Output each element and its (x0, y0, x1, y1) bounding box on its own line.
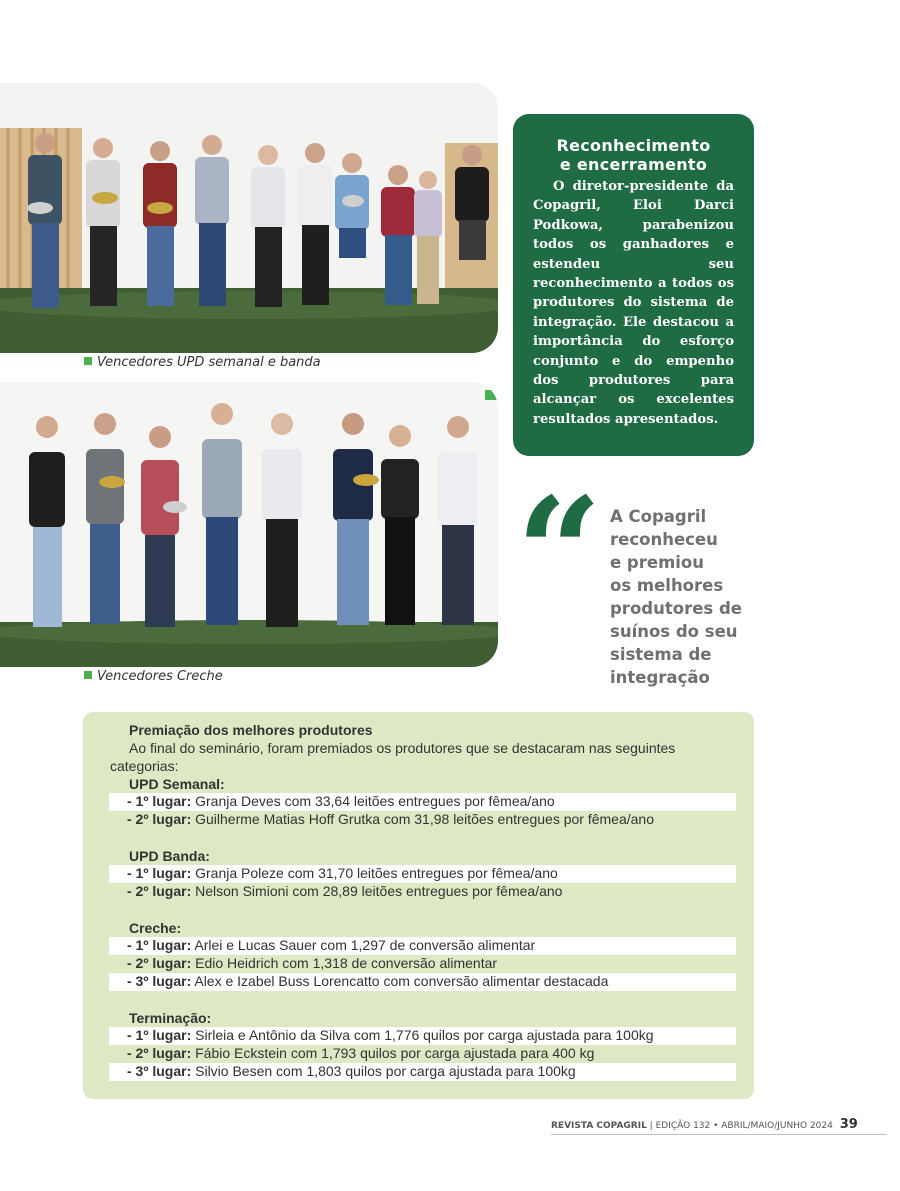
recognition-title (533, 136, 734, 174)
award-entry (109, 1045, 736, 1063)
group-photo-creche (0, 382, 498, 667)
awards-title: Premiação dos melhores produtores (129, 722, 373, 738)
pull-quote (610, 505, 760, 689)
award-place: - 1º lugar: (127, 793, 192, 809)
award-text: Guilherme Matias Hoff Grutka com 31,98 leitões entregues por fêmea/ano (191, 811, 654, 827)
page-footer (551, 1117, 858, 1132)
award-place: - 1º lugar: (127, 1027, 192, 1043)
page-number: 39 (839, 1117, 858, 1132)
award-place: - 2º lugar: (127, 883, 192, 899)
pull-quote-line: reconheceu (610, 530, 718, 549)
award-entry (109, 865, 736, 883)
award-text: Granja Deves com 33,64 leitões entregues por fêmea/ano (191, 793, 555, 809)
category-heading: Creche: (129, 920, 182, 936)
pull-quote-line: sistema de (610, 645, 712, 664)
quote-mark-icon: “ (516, 465, 603, 641)
award-text: Granja Poleze com 31,70 leitões entregues por fêmea/ano (191, 865, 558, 881)
award-place: - 2º lugar: (127, 1045, 192, 1061)
recognition-text: O diretor-presidente da Copagril, Eloi Darci Podkowa, parabenizou todos os ganhadores e estendeu seu reconhecimento a todos os produtores do sistema de integração. Ele destacou a importância do esforço conjunto e do empenho dos produtores para alcançar os excelentes resultados apresentados. (533, 179, 734, 427)
photo-upd-winners (0, 83, 498, 353)
recognition-title-line2: e encerramento (559, 155, 708, 174)
caption-text: Vencedores Creche (97, 669, 223, 684)
award-place: - 1º lugar: (127, 937, 192, 953)
group-photo-upd (0, 83, 498, 353)
pull-quote-line: e premiou (610, 553, 705, 572)
award-entry (109, 937, 736, 955)
award-entry (109, 883, 736, 901)
category-heading: UPD Semanal: (129, 776, 225, 792)
award-entry (109, 1063, 736, 1081)
recognition-box (513, 114, 754, 456)
category-heading: Terminação: (129, 1010, 212, 1026)
footer-rule (551, 1134, 887, 1135)
caption-text: Vencedores UPD semanal e banda (97, 355, 321, 370)
photo-caption-creche (84, 669, 223, 684)
award-place: - 3º lugar: (127, 1063, 192, 1079)
caption-marker-icon (84, 357, 92, 365)
award-place: - 1º lugar: (127, 865, 192, 881)
award-text: Alex e Izabel Buss Lorencatto com conversão alimentar destacada (191, 973, 609, 989)
pull-quote-line: integração (610, 668, 710, 687)
award-text: Edio Heidrich com 1,318 de conversão alimentar (191, 955, 498, 971)
award-place: - 2º lugar: (127, 955, 192, 971)
pull-quote-line: A Copagril (610, 507, 707, 526)
award-place: - 2º lugar: (127, 811, 192, 827)
award-text: Sirleia e Antônio da Silva com 1,776 quilos por carga ajustada para 100kg (191, 1027, 654, 1043)
awards-panel (83, 712, 754, 1099)
category-heading: UPD Banda: (129, 848, 210, 864)
pull-quote-line: suínos do seu (610, 622, 738, 641)
recognition-title-line1: Reconhecimento (556, 136, 711, 155)
award-entry (109, 811, 736, 829)
photo-creche-winners (0, 382, 498, 667)
photo-caption-upd (84, 355, 321, 370)
award-entry (109, 955, 736, 973)
pull-quote-line: produtores de (610, 599, 742, 618)
awards-intro: Ao final do seminário, foram premiados os produtores que se destacaram nas seguintes categorias: (110, 740, 676, 774)
award-text: Silvio Besen com 1,803 quilos por carga ajustada para 100kg (191, 1063, 576, 1079)
caption-marker-icon (84, 671, 92, 679)
award-entry (109, 973, 736, 991)
pull-quote-line: os melhores (610, 576, 724, 595)
award-place: - 3º lugar: (127, 973, 192, 989)
edition-info: | EDIÇÃO 132 • ABRIL/MAIO/JUNHO 2024 (646, 1121, 836, 1131)
award-text: Fábio Eckstein com 1,793 quilos por carga ajustada para 400 kg (191, 1045, 595, 1061)
award-text: Arlei e Lucas Sauer com 1,297 de conversão alimentar (191, 937, 536, 953)
magazine-name: REVISTA COPAGRIL (551, 1121, 647, 1131)
award-text: Nelson Simioni com 28,89 leitões entregues por fêmea/ano (191, 883, 563, 899)
award-entry (109, 793, 736, 811)
award-entry (109, 1027, 736, 1045)
